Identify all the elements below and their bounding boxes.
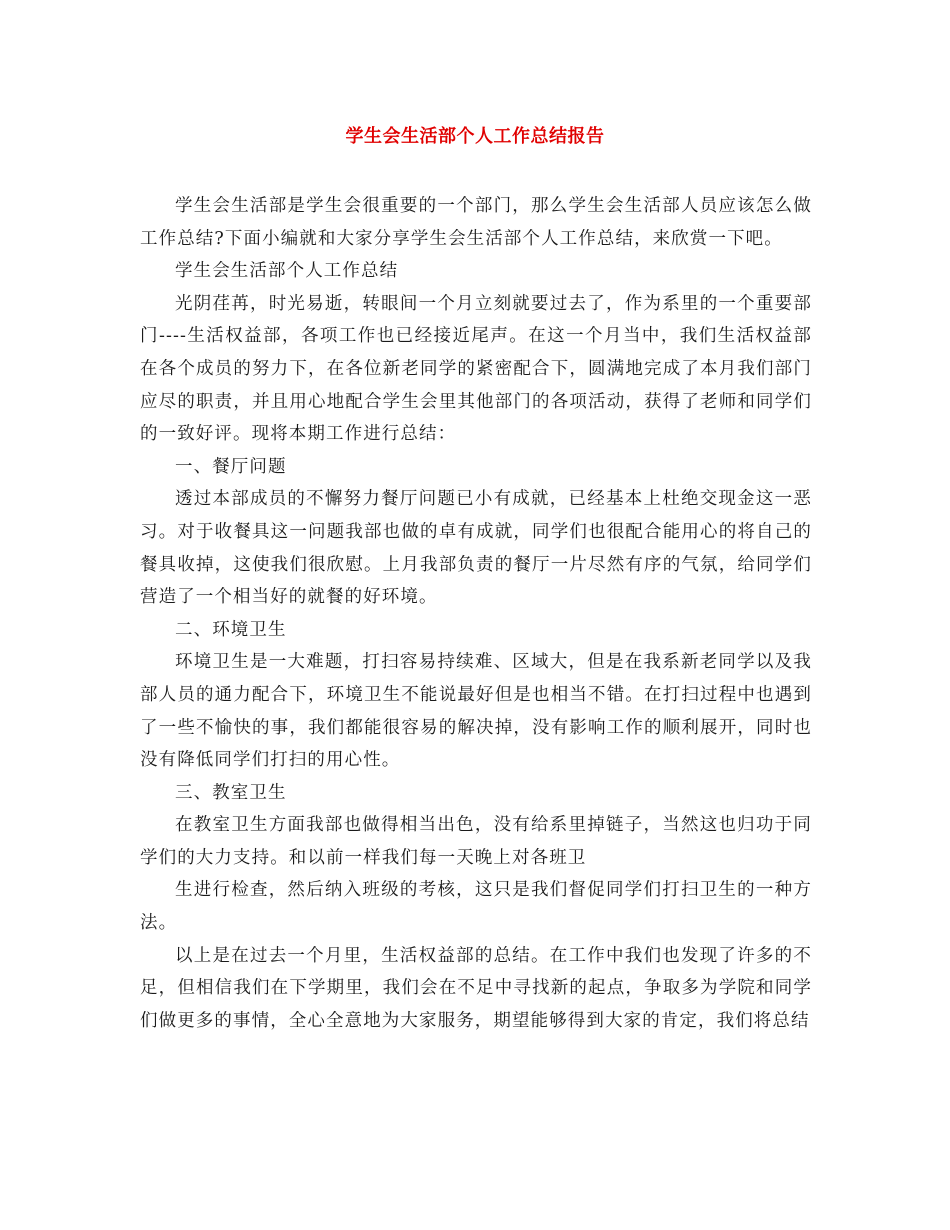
paragraph-classroom: 在教室卫生方面我部也做得相当出色，没有给系里掉链子，当然这也归功于同学们的大力支持。和以前一样我们每一天晚上对各班卫	[140, 815, 812, 868]
paragraph-overview: 光阴荏苒，时光易逝，转眼间一个月立刻就要过去了，作为系里的一个重要部门----生活权益部，各项工作也已经接近尾声。在这一个月当中，我们生活权益部在各个成员的努力下，在各位新老同学的紧密配合下，圆满地完成了本月我们部门应尽的职责，并且用心地配合学生会里其他部门的各项活动，获得了老师和同学们的一致好评。现将本期工作进行总结：	[140, 293, 812, 445]
section-heading-canteen: 一、餐厅问题	[175, 456, 287, 477]
paragraph-environment: 环境卫生是一大难题，打扫容易持续难、区域大，但是在我系新老同学以及我部人员的通力配合下，环境卫生不能说最好但是也相当不错。在打扫过程中也遇到了一些不愉快的事，我们都能很容易的解决掉，没有影响工作的顺利展开，同时也没有降低同学们打扫的用心性。	[140, 652, 812, 771]
paragraph-classroom-continued: 生进行检查，然后纳入班级的考核，这只是我们督促同学们打扫卫生的一种方法。	[140, 880, 812, 934]
section-heading-classroom: 三、教室卫生	[175, 782, 287, 803]
document-title: 学生会生活部个人工作总结报告	[345, 126, 605, 147]
paragraph-subtitle: 学生会生活部个人工作总结	[175, 261, 399, 282]
document-body	[140, 190, 812, 1037]
paragraph-intro: 学生会生活部是学生会很重要的一个部门，那么学生会生活部人员应该怎么做工作总结?下面小编就和大家分享学生会生活部个人工作总结，来欣赏一下吧。	[140, 196, 812, 249]
section-heading-environment: 二、环境卫生	[175, 619, 287, 640]
paragraph-conclusion: 以上是在过去一个月里，生活权益部的总结。在工作中我们也发现了许多的不足，但相信我们在下学期里，我们会在不足中寻找新的起点，争取多为学院和同学们做更多的事情，全心全意地为大家服务，期望能够得到大家的肯定，我们将总结	[140, 945, 812, 1031]
paragraph-canteen: 透过本部成员的不懈努力餐厅问题已小有成就，已经基本上杜绝交现金这一恶习。对于收餐具这一问题我部也做的卓有成就，同学们也很配合能用心的将自己的餐具收掉，这使我们很欣慰。上月我部负责的餐厅一片尽然有序的气氛，给同学们营造了一个相当好的就餐的好环境。	[140, 489, 812, 608]
